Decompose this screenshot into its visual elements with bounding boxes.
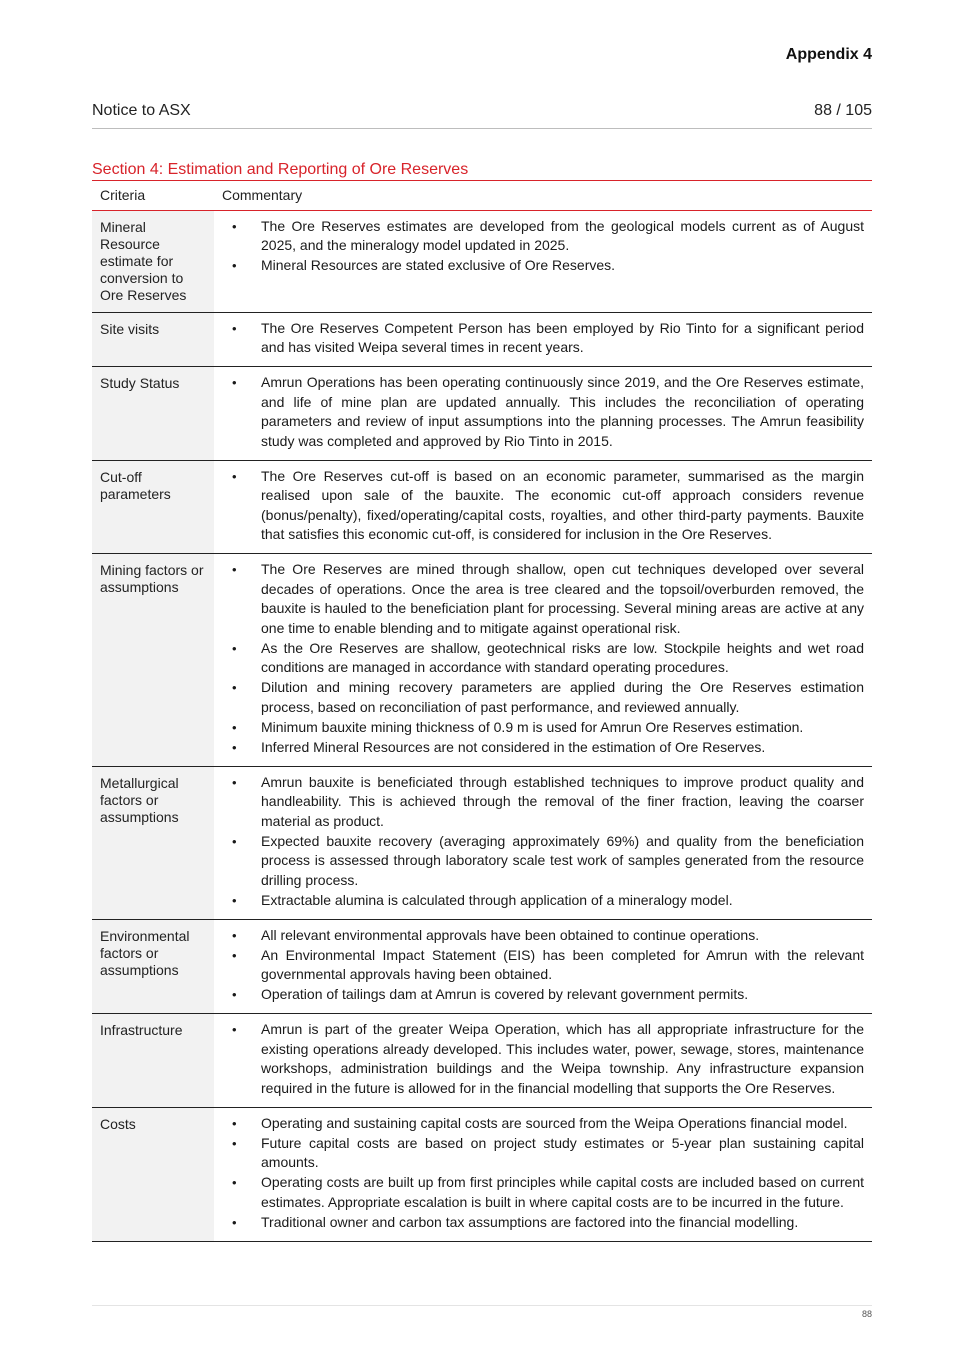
header-divider [92,128,872,129]
footer-page-number: 88 [861,1309,872,1319]
commentary-cell [214,1107,872,1241]
commentary-cell [214,919,872,1014]
table-row [92,312,872,367]
table-body [92,210,872,1241]
commentary-bullet: • Mineral Resources are stated exclusive of Ore Reserves. [224,256,864,276]
footer-divider [92,1305,872,1306]
commentary-bullet-list [224,1114,864,1233]
column-header-commentary: Commentary [214,181,872,211]
table-row [92,554,872,767]
criteria-cell: Costs [92,1107,214,1241]
commentary-bullet-list [224,560,864,757]
commentary-bullet-list [224,926,864,1005]
commentary-bullet: • Minimum bauxite mining thickness of 0.9 m is used for Amrun Ore Reserves estimation. [224,718,864,738]
criteria-cell: Mining factors or assumptions [92,554,214,767]
commentary-bullet-list [224,319,864,358]
document-title: Notice to ASX [92,102,191,119]
table-header-row [92,181,872,211]
page-counter: 88 / 105 [814,102,872,119]
commentary-bullet: • Amrun Operations has been operating continuously since 2019, and the Ore Reserves estimate, and life of mine plan are updated annually. This includes the reconciliation of operating parameters and review of input assumptions into the planning processes. The Amrun feasibility study was completed and approved by Rio Tinto in 2015. [224,373,864,451]
commentary-bullet: • The Ore Reserves estimates are developed from the geological models current as of August 2025, and the mineralogy model updated in 2025. [224,217,864,256]
commentary-bullet: • Operating and sustaining capital costs are sourced from the Weipa Operations financial model. [224,1114,864,1134]
criteria-cell: Infrastructure [92,1014,214,1108]
criteria-cell: Site visits [92,312,214,367]
ore-reserves-table [92,180,872,1242]
commentary-cell [214,554,872,767]
criteria-cell: Study Status [92,367,214,461]
table-row [92,460,872,554]
commentary-bullet: • Operation of tailings dam at Amrun is covered by relevant government permits. [224,985,864,1005]
commentary-bullet-list [224,217,864,276]
commentary-bullet: • Operating costs are built up from first principles while capital costs are included based on current estimates. Appropriate escalation is built in where capital costs are to be incurred in the future. [224,1173,864,1212]
commentary-bullet: • Traditional owner and carbon tax assumptions are factored into the financial modelling. [224,1213,864,1233]
commentary-bullet: • Dilution and mining recovery parameters are applied during the Ore Reserves estimation process, based on reconciliation of past performance, and reviewed annually. [224,678,864,717]
page-header [92,102,872,120]
commentary-bullet-list [224,467,864,545]
commentary-cell [214,367,872,461]
commentary-bullet: • All relevant environmental approvals have been obtained to continue operations. [224,926,864,946]
commentary-bullet-list [224,1020,864,1098]
commentary-bullet: • Expected bauxite recovery (averaging approximately 69%) and quality from the beneficiation process is assessed through laboratory scale test work of samples generated from the resource drilling process. [224,832,864,891]
commentary-bullet-list [224,773,864,911]
commentary-bullet-list [224,373,864,451]
criteria-cell: Environmental factors or assumptions [92,919,214,1014]
commentary-cell [214,210,872,312]
commentary-bullet: • The Ore Reserves are mined through shallow, open cut techniques developed over several decades of operations. Once the area is tree cleared and the topsoil/overburden removed, the bauxite is hauled to the beneficiation plant for processing. Several mining areas are active at any one time to enable blending and to mitigate against operational risk. [224,560,864,638]
table-row [92,766,872,919]
commentary-bullet: • Future capital costs are based on project study estimates or 5-year plan sustaining capital amounts. [224,1134,864,1173]
commentary-cell [214,312,872,367]
commentary-bullet: • Amrun is part of the greater Weipa Operation, which has all appropriate infrastructure for the existing operations already developed. This includes water, power, sewage, stores, maintenance workshops, administration buildings and the Weipa township. Any infrastructure expansion required in the future is allowed for in the financial modelling that supports the Ore Reserves. [224,1020,864,1098]
appendix-label: Appendix 4 [785,46,872,63]
table-row [92,1107,872,1241]
commentary-bullet: • An Environmental Impact Statement (EIS) has been completed for Amrun with the relevant governmental approvals having been obtained. [224,946,864,985]
criteria-cell: Metallurgical factors or assumptions [92,766,214,919]
commentary-cell [214,1014,872,1108]
commentary-cell [214,766,872,919]
table-row [92,1014,872,1108]
section-title: Section 4: Estimation and Reporting of Ore Reserves [92,161,469,178]
commentary-bullet: • The Ore Reserves cut-off is based on an economic parameter, summarised as the margin realised upon sale of the bauxite. The economic cut-off approach considers revenue (bonus/penalty), fixed/operating/capital costs, royalties, and other third-party payments. Bauxite that satisfies this economic cut-off, is considered for inclusion in the Ore Reserves. [224,467,864,545]
table-row [92,919,872,1014]
commentary-bullet: • As the Ore Reserves are shallow, geotechnical risks are low. Stockpile heights and wet road conditions are managed in accordance with standard operating procedures. [224,639,864,678]
criteria-cell: Cut-off parameters [92,460,214,554]
commentary-cell [214,460,872,554]
column-header-criteria: Criteria [92,181,214,211]
commentary-bullet: • The Ore Reserves Competent Person has been employed by Rio Tinto for a significant period and has visited Weipa several times in recent years. [224,319,864,358]
commentary-bullet: • Inferred Mineral Resources are not considered in the estimation of Ore Reserves. [224,738,864,758]
commentary-bullet: • Amrun bauxite is beneficiated through established techniques to improve product quality and handleability. This is achieved through the removal of the finer fraction, leaving the coarser material as product. [224,773,864,832]
commentary-bullet: • Extractable alumina is calculated through application of a mineralogy model. [224,891,864,911]
criteria-cell: Mineral Resource estimate for conversion to Ore Reserves [92,210,214,312]
table-row [92,210,872,312]
table-row [92,367,872,461]
